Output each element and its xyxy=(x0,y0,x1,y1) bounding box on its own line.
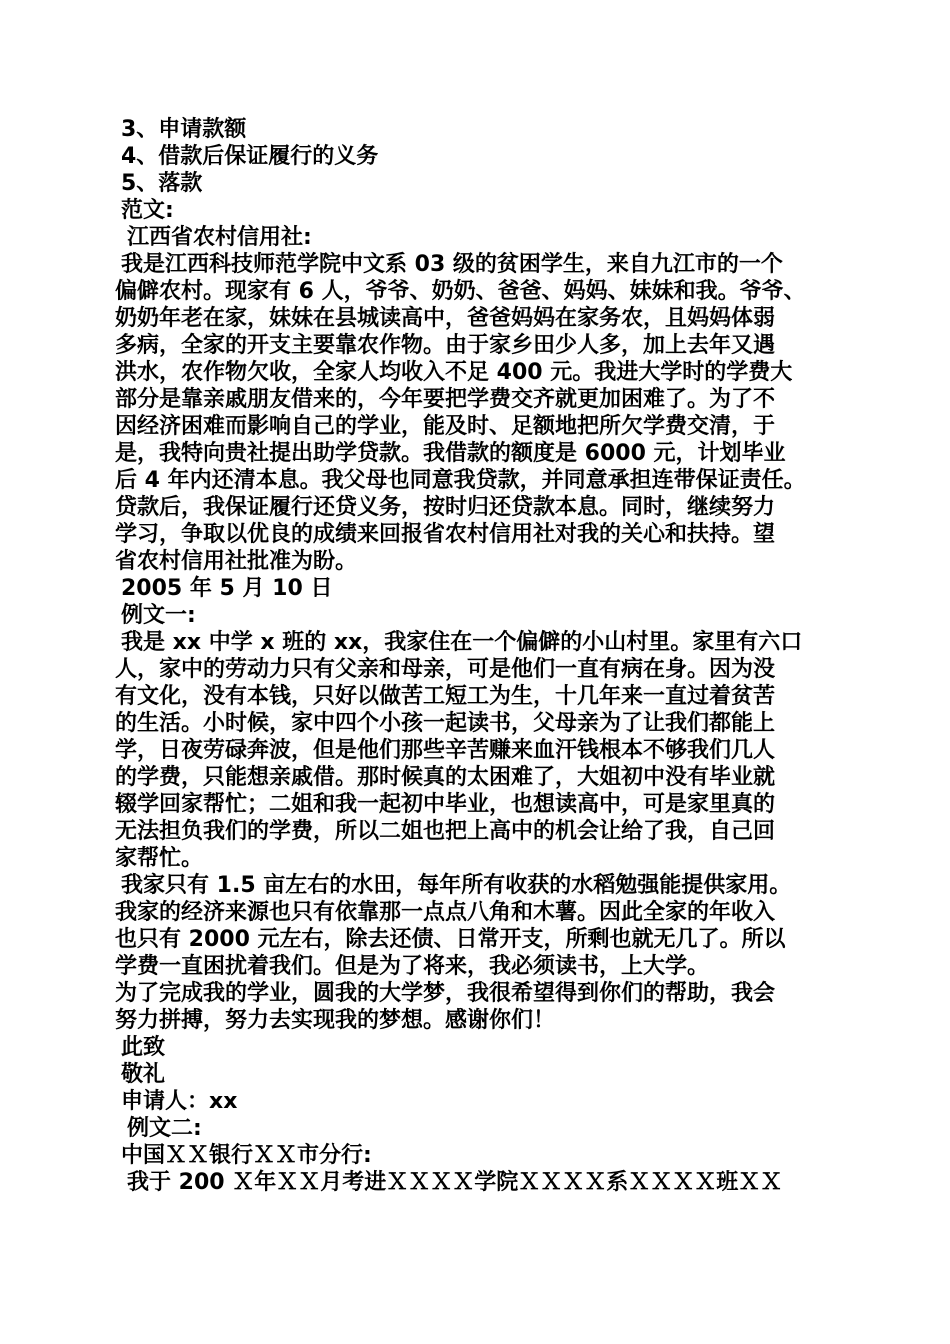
sample-line: 贷款后，我保证履行还贷义务，按时归还贷款本息。同时，继续努力 xyxy=(115,495,776,520)
example1-line: 我是 xx 中学 x 班的 xx，我家住在一个偏僻的小山村里。家里有六口 xyxy=(121,630,803,655)
example1-line: 辍学回家帮忙；二姐和我一起初中毕业，也想读高中，可是家里真的 xyxy=(115,792,776,817)
outline-item-5: 5、落款 xyxy=(121,171,203,196)
sample-line: 省农村信用社批准为盼。 xyxy=(115,549,358,574)
example2-line: 我于 200 Ｘ年ＸＸ月考进ＸＸＸＸ学院ＸＸＸＸ系ＸＸＸＸ班ＸＸ xyxy=(127,1170,783,1195)
example1-paragraph-1 xyxy=(115,629,845,872)
sample-line: 我是江西科技师范学院中文系 03 级的贫困学生，来自九江市的一个 xyxy=(121,252,783,277)
sample-line: 学习，争取以优良的成绩来回报省农村信用社对我的关心和扶持。望 xyxy=(115,522,776,547)
sample-body-paragraph xyxy=(115,251,845,575)
closing-salutation-1: 此致 xyxy=(121,1035,166,1060)
sample-line: 多病，全家的开支主要靠农作物。由于家乡田少人多，加上去年又遇 xyxy=(115,333,776,358)
example2-heading: 例文二: xyxy=(127,1116,202,1141)
example1-paragraph-3 xyxy=(115,980,845,1034)
example1-heading: 例文一: xyxy=(121,603,196,628)
example1-line: 我家只有 1.5 亩左右的水田，每年所有收获的水稻勉强能提供家用。 xyxy=(121,873,792,898)
sample-heading: 范文: xyxy=(121,198,174,223)
sample-line: 洪水，农作物欠收，全家人均收入不足 400 元。我进大学时的学费大 xyxy=(115,360,793,385)
example1-line: 的生活。小时候，家中四个小孩一起读书，父母亲为了让我们都能上 xyxy=(115,711,776,736)
example2-addressee: 中国ＸＸ银行ＸＸ市分行: xyxy=(121,1143,372,1168)
sample-line: 奶奶年老在家，妹妹在县城读高中，爸爸妈妈在家务农，且妈妈体弱 xyxy=(115,306,776,331)
document-body xyxy=(115,116,845,1196)
example1-line: 家帮忙。 xyxy=(115,846,204,871)
example1-line: 学费一直困扰着我们。但是为了将来，我必须读书，上大学。 xyxy=(115,954,710,979)
example1-line: 学，日夜劳碌奔波，但是他们那些辛苦赚来血汗钱根本不够我们几人 xyxy=(115,738,776,763)
outline-item-4: 4、借款后保证履行的义务 xyxy=(121,144,379,169)
sample-line: 因经济困难而影响自己的学业，能及时、足额地把所欠学费交清，于 xyxy=(115,414,776,439)
example1-line: 为了完成我的学业，圆我的大学梦，我很希望得到你们的帮助，我会 xyxy=(115,981,776,1006)
sample-addressee: 江西省农村信用社: xyxy=(127,225,312,250)
example1-line: 人，家中的劳动力只有父亲和母亲，可是他们一直有病在身。因为没 xyxy=(115,657,776,682)
example1-line: 的学费，只能想亲戚借。那时候真的太困难了，大姐初中没有毕业就 xyxy=(115,765,776,790)
example1-line: 有文化，没有本钱，只好以做苦工短工为生，十几年来一直过着贫苦 xyxy=(115,684,776,709)
applicant-signature: 申请人：xx xyxy=(121,1089,238,1114)
sample-line: 后 4 年内还清本息。我父母也同意我贷款，并同意承担连带保证责任。 xyxy=(115,468,806,493)
example1-line: 无法担负我们的学费，所以二姐也把上高中的机会让给了我，自己回 xyxy=(115,819,776,844)
sample-line: 是，我特向贵社提出助学贷款。我借款的额度是 6000 元，计划毕业 xyxy=(115,441,786,466)
example1-paragraph-2 xyxy=(115,872,845,980)
example1-line: 努力拼搏，努力去实现我的梦想。感谢你们！ xyxy=(115,1008,556,1033)
sample-line: 部分是靠亲戚朋友借来的，今年要把学费交齐就更加困难了。为了不 xyxy=(115,387,776,412)
sample-line: 偏僻农村。现家有 6 人，爷爷、奶奶、爸爸、妈妈、妹妹和我。爷爷、 xyxy=(115,279,806,304)
example1-line: 我家的经济来源也只有依靠那一点点八角和木薯。因此全家的年收入 xyxy=(115,900,776,925)
example1-line: 也只有 2000 元左右，除去还债、日常开支，所剩也就无几了。所以 xyxy=(115,927,786,952)
outline-item-3: 3、申请款额 xyxy=(121,117,247,142)
sample-date: 2005 年 5 月 10 日 xyxy=(121,576,333,601)
closing-salutation-2: 敬礼 xyxy=(121,1062,166,1087)
